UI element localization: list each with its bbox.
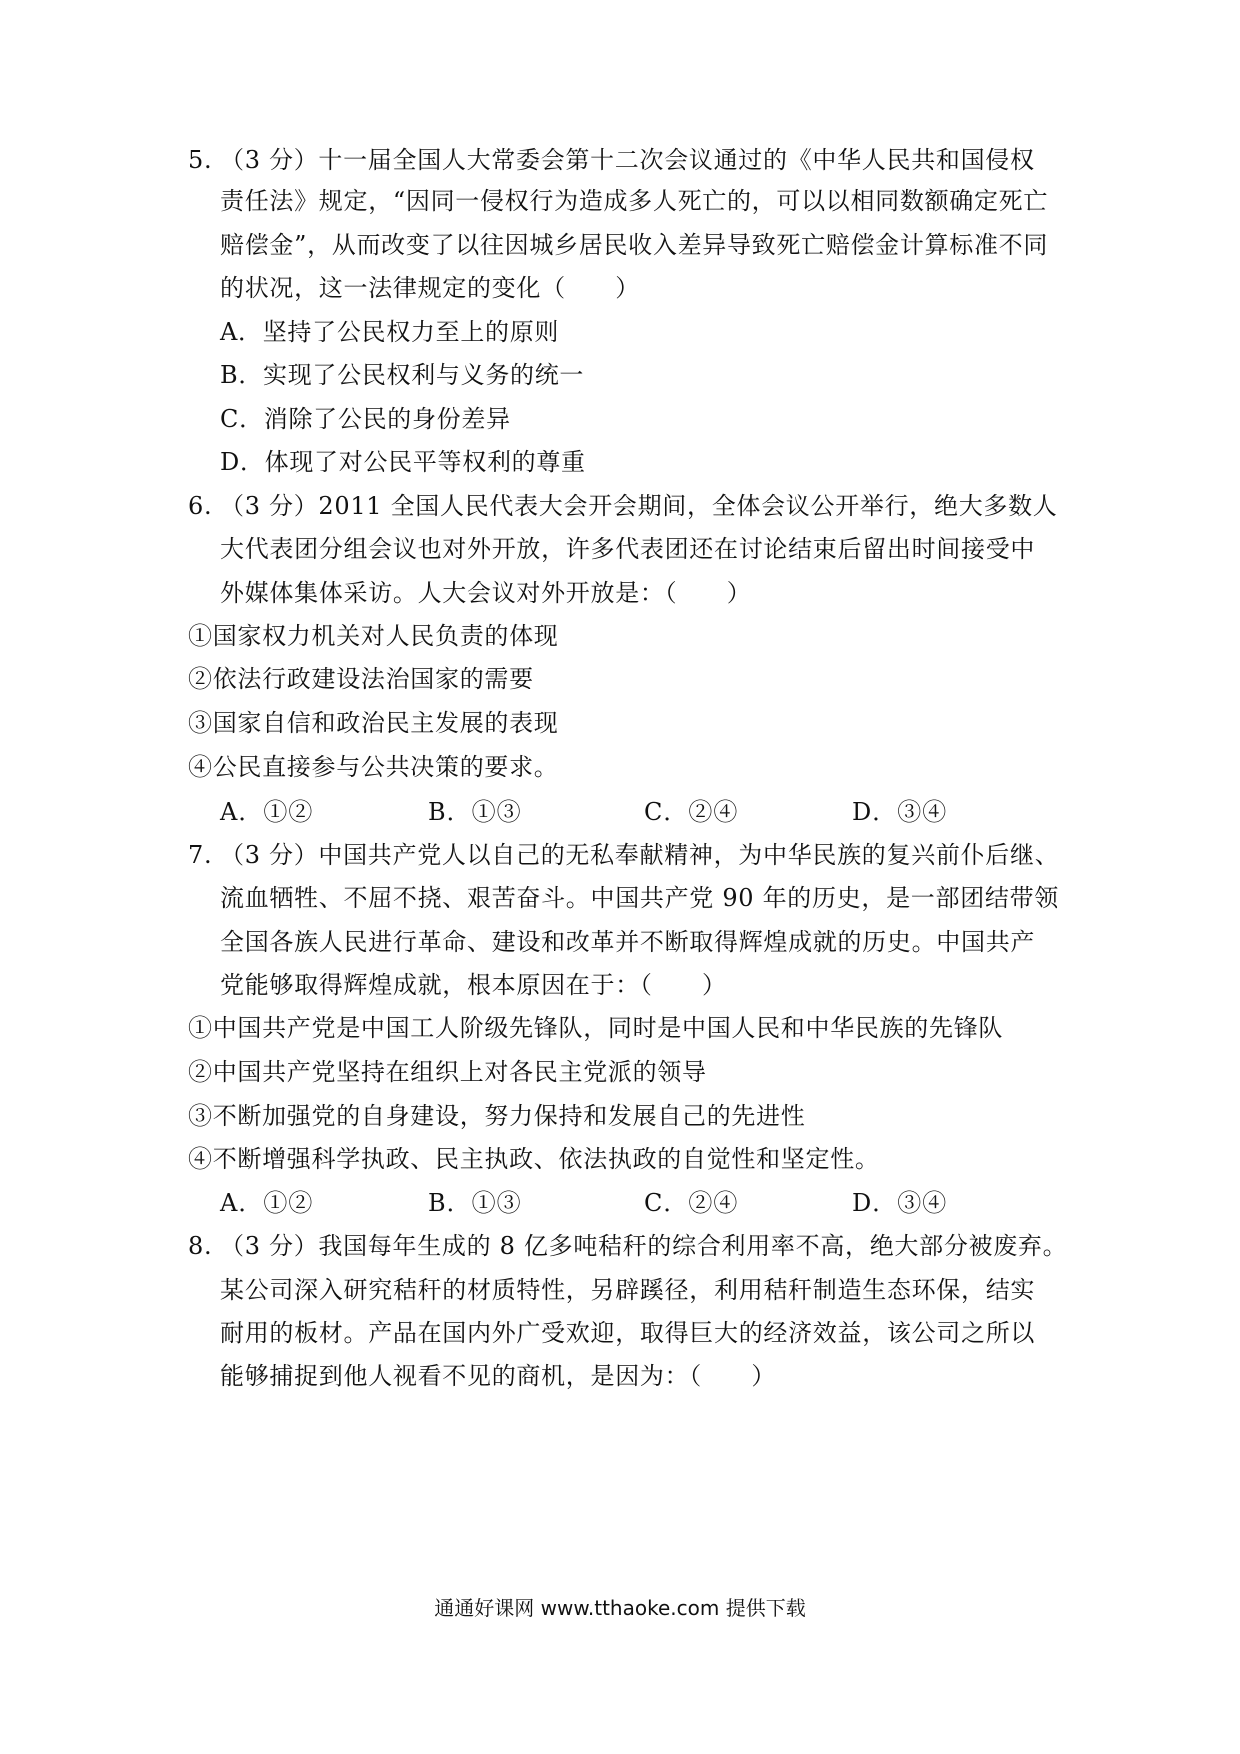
question-text-line: （3 分）中国共产党人以自己的无私奉献精神，为中华民族的复兴前仆后继、 — [220, 841, 1060, 869]
statement-4: ④不断增强科学执政、民主执政、依法执政的自觉性和坚定性。 — [188, 1145, 880, 1173]
statement-3: ③国家自信和政治民主发展的表现 — [188, 709, 559, 737]
question-text-line: （3 分）十一届全国人大常委会第十二次会议通过的《中华人民共和国侵权 — [220, 146, 1035, 174]
option-c: C．消除了公民的身份差异 — [220, 405, 511, 433]
option-b: B．实现了公民权利与义务的统一 — [220, 361, 585, 389]
choice-c: C．②④ — [644, 1189, 739, 1217]
statement-2: ②中国共产党坚持在组织上对各民主党派的领导 — [188, 1058, 707, 1086]
footer-credit: 通通好课网 www.tthaoke.com 提供下载 — [434, 1596, 806, 1620]
question-text-line: 能够捕捉到他人视看不见的商机，是因为：（ ） — [220, 1362, 777, 1390]
question-number: 8. — [188, 1232, 213, 1260]
question-text-line: 耐用的板材。产品在国内外广受欢迎，取得巨大的经济效益，该公司之所以 — [220, 1319, 1036, 1347]
option-a: A．坚持了公民权力至上的原则 — [220, 318, 560, 346]
question-text-line: 党能够取得辉煌成就，根本原因在于：（ ） — [220, 971, 727, 999]
question-text-line: 外媒体集体采访。人大会议对外开放是：（ ） — [220, 579, 752, 607]
question-text-line: 赔偿金”，从而改变了以往因城乡居民收入差异导致死亡赔偿金计算标准不同 — [220, 231, 1049, 259]
choice-c: C．②④ — [644, 798, 739, 826]
question-text-line: 全国各族人民进行革命、建设和改革并不断取得辉煌成就的历史。中国共产 — [220, 928, 1036, 956]
statement-2: ②依法行政建设法治国家的需要 — [188, 665, 534, 693]
statement-3: ③不断加强党的自身建设，努力保持和发展自己的先进性 — [188, 1102, 806, 1130]
question-text-line: 某公司深入研究秸秆的材质特性，另辟蹊径，利用秸秆制造生态环保，结实 — [220, 1276, 1036, 1304]
choice-d: D．③④ — [852, 1189, 948, 1217]
question-number: 6. — [188, 492, 213, 520]
question-number: 5. — [188, 146, 213, 174]
choice-b: B．①③ — [428, 798, 522, 826]
statement-1: ①国家权力机关对人民负责的体现 — [188, 622, 559, 650]
choice-a: A．①② — [220, 1189, 314, 1217]
question-text-line: 流血牺牲、不屈不挠、艰苦奋斗。中国共产党 90 年的历史，是一部团结带领 — [220, 884, 1059, 912]
question-number: 7. — [188, 841, 213, 869]
option-d: D．体现了对公民平等权利的尊重 — [220, 448, 586, 476]
question-text-line: （3 分）我国每年生成的 8 亿多吨秸秆的综合利用率不高，绝大部分被废弃。 — [220, 1232, 1068, 1260]
statement-1: ①中国共产党是中国工人阶级先锋队，同时是中国人民和中华民族的先锋队 — [188, 1014, 1004, 1042]
question-text-line: 责任法》规定，“因同一侵权行为造成多人死亡的，可以以相同数额确定死亡 — [220, 187, 1049, 215]
choice-b: B．①③ — [428, 1189, 522, 1217]
question-text-line: 大代表团分组会议也对外开放，许多代表团还在讨论结束后留出时间接受中 — [220, 535, 1036, 563]
question-text-line: （3 分）2011 全国人民代表大会开会期间，全体会议公开举行，绝大多数人 — [220, 492, 1058, 520]
choice-a: A．①② — [220, 798, 314, 826]
question-text-line: 的状况，这一法律规定的变化（ ） — [220, 274, 640, 302]
statement-4: ④公民直接参与公共决策的要求。 — [188, 753, 559, 781]
choice-d: D．③④ — [852, 798, 948, 826]
